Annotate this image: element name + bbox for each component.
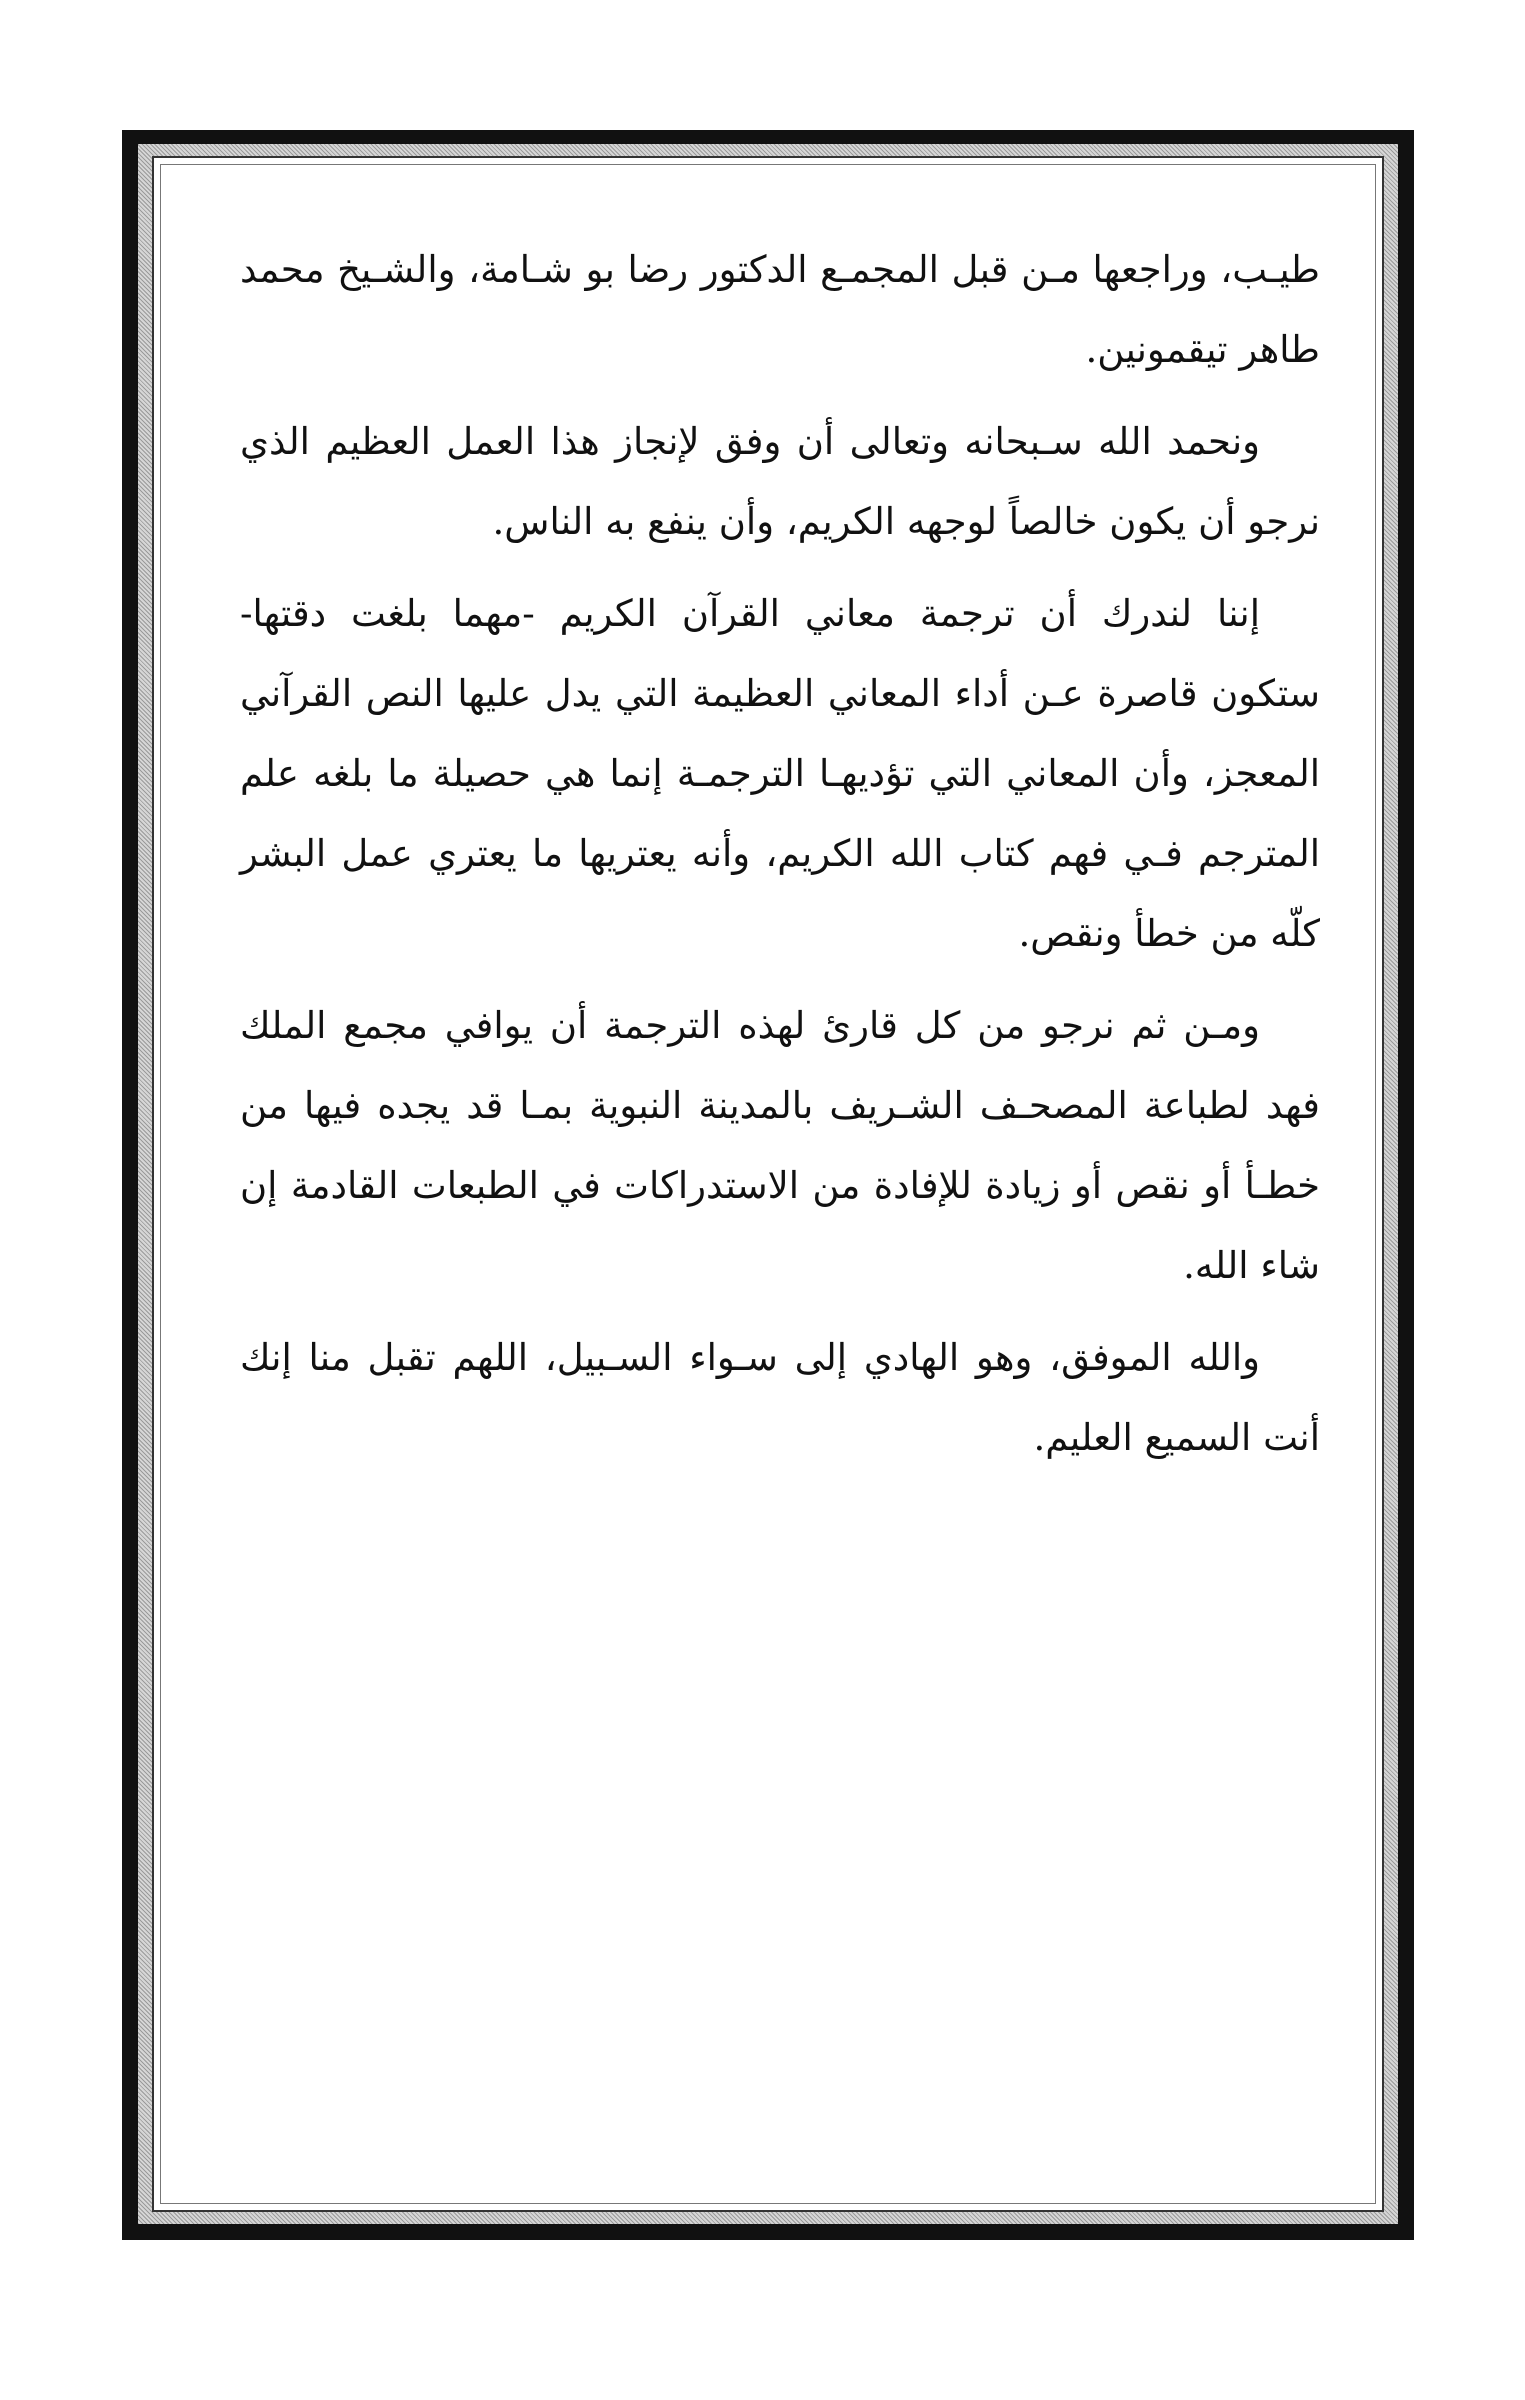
- paragraph-reviewers: طيـب، وراجعها مـن قبل المجمـع الدكتور رضا بو شـامة، والشـيخ محمد طاهر تيقمونين.: [240, 248, 1320, 371]
- paragraph-praise: ونحمد الله سـبحانه وتعالى أن وفق لإنجاز هذا العمل العظيم الذي نرجو أن يكون خالصاً لوجهه الكريم، وأن ينفع به الناس.: [240, 420, 1320, 543]
- paragraph-translation-limits: إننا لندرك أن ترجمة معاني القرآن الكريم -مهما بلغت دقتها- ستكون قاصرة عـن أداء المعاني العظيمة التي يدل عليها النص القرآني المعجز، وأن المعاني التي تؤديهـا الترجمـة إنما هي حصيلة ما بلغه علم المترجم فـي فهم كتاب الله الكريم، وأنه يعتريها ما يعتري عمل البشر كلّه من خطأ ونقص.: [240, 592, 1320, 955]
- paragraph-closing-prayer: والله الموفق، وهو الهادي إلى سـواء السـبيل، اللهم تقبل منا إنك أنت السميع العليم.: [240, 1336, 1320, 1459]
- body-text: [240, 230, 1320, 1490]
- paragraph-feedback-request: ومـن ثم نرجو من كل قارئ لهذه الترجمة أن يوافي مجمع الملك فهد لطباعة المصحـف الشـريف بالمدينة النبوية بمـا قد يجده فيها من خطـأ أو نقص أو زيادة للإفادة من الاستدراكات في الطبعات القادمة إن شاء الله.: [240, 1004, 1320, 1287]
